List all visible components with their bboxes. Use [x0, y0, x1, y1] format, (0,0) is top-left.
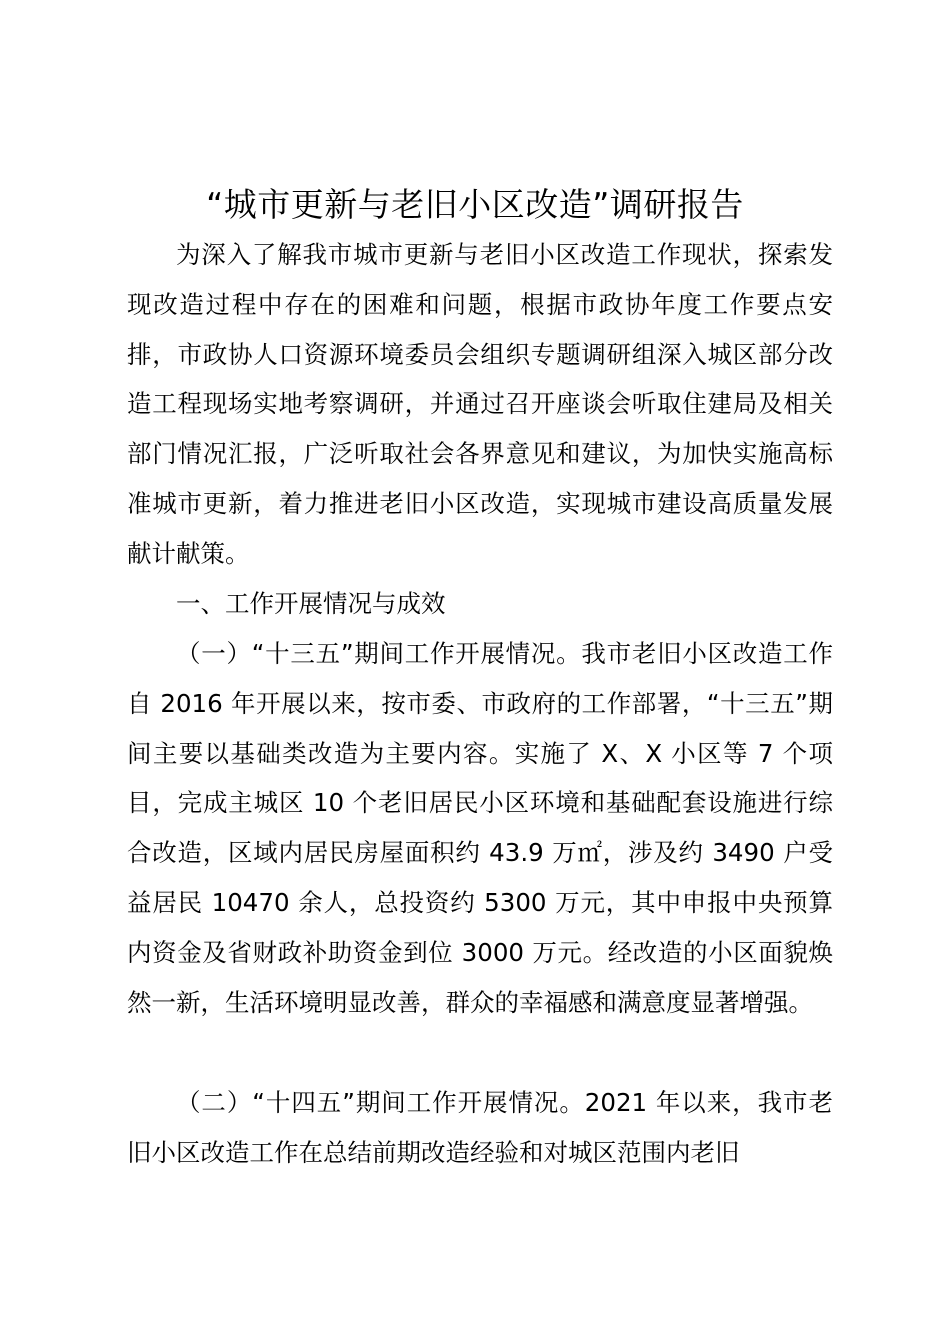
document-title: “城市更新与老旧小区改造”调研报告: [206, 185, 744, 224]
paragraph-14th-five-year: （二）“十四五”期间工作开展情况。2021 年以来，我市老旧小区改造工作在总结前期改造经验和对城区范围内老旧: [127, 1088, 833, 1167]
paragraph-intro: 为深入了解我市城市更新与老旧小区改造工作现状，探索发现改造过程中存在的困难和问题，根据市政协年度工作要点安排，市政协人口资源环境委员会组织专题调研组深入城区部分改造工程现场实地考察调研，并通过召开座谈会听取住建局及相关部门情况汇报，广泛听取社会各界意见和建议，为加快实施高标准城市更新，着力推进老旧小区改造，实现城市建设高质量发展献计献策。: [127, 240, 833, 568]
paragraph-13th-five-year: （一）“十三五”期间工作开展情况。我市老旧小区改造工作自 2016 年开展以来，按市委、市政府的工作部署，“十三五”期间主要以基础类改造为主要内容。实施了 X、X 小区等 7 个项目，完成主城区 10 个老旧居民小区环境和基础配套设施进行综合改造，区域内居民房屋面积约 43.9 万㎡，涉及约 3490 户受益居民 10470 余人，总投资约 5300 万元，其中申报中央预算内资金及省财政补助资金到位 3000 万元。经改造的小区面貌焕然一新，生活环境明显改善，群众的幸福感和满意度显著增强。: [127, 639, 833, 1017]
section-heading-1: 一、工作开展情况与成效: [176, 589, 446, 618]
